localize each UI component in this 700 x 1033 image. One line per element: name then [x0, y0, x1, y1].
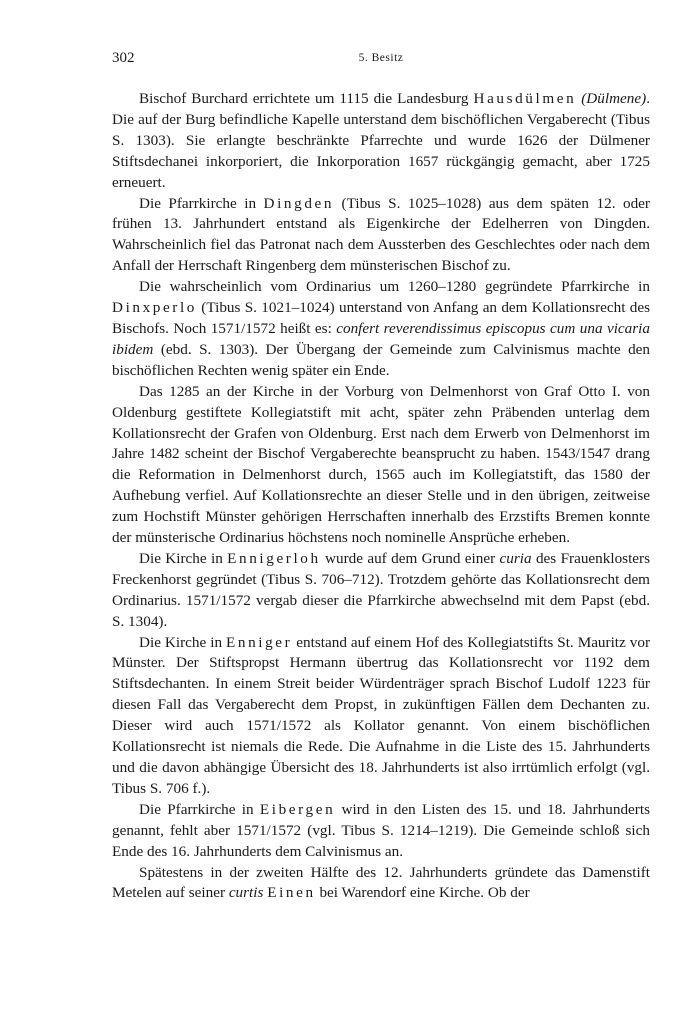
place-name: Eibergen [259, 800, 336, 818]
text-run: bei Warendorf eine Kirche. Ob der [315, 884, 530, 902]
page-number: 302 [112, 50, 135, 66]
text-run: Spätestens in der zweiten Hälfte des 12. Jahrhunderts gründete das Damenstift Metelen auf seiner [112, 863, 650, 902]
paragraph [112, 277, 650, 382]
italic-phrase: (Dülmene) [581, 90, 647, 107]
place-name: Dinxperlo [112, 299, 197, 317]
place-name: Einen [267, 884, 316, 902]
text-run: wird in den Listen des 15. und 18. Jahrhunderts genannt, fehlt aber 1571/1572 (vgl. Tibus S. 1214–1219). Die Gemeinde schloß sich Ende des 16. Jahrhunderts dem Calvinismus an. [112, 800, 650, 860]
running-head: 5. Besitz [358, 52, 404, 64]
text-run: Die Kirche in [139, 633, 227, 651]
place-name: Ennigerloh [227, 549, 321, 567]
text-run: Die Pfarrkirche in [139, 800, 260, 818]
italic-phrase: curtis [228, 884, 264, 902]
paragraph [112, 549, 650, 633]
text-run: wurde auf dem Grund einer [320, 549, 500, 567]
body-text [112, 89, 650, 904]
italic-phrase: confert reverendissimus episcopus cum una vicaria ibidem [112, 319, 650, 358]
paragraph [112, 194, 650, 278]
paragraph [112, 89, 650, 194]
text-run: Das 1285 an der Kirche in der Vorburg von Delmenhorst von Graf Otto I. von Oldenburg gestiftete Kollegiatstift mit acht, später zehn Präbenden unterlag dem Kollationsrecht der Grafen von Oldenburg. Erst nach dem Erwerb von Delmenhorst im Jahre 1482 scheint der Bischof Vergaberechte beansprucht zu haben. 1543/1547 drang die Reformation in Delmenhorst durch, 1565 auch im Kollegiatstift, das 1580 der Aufhebung verfiel. Auf Kollationsrechte an dieser Stelle und in den übrigen, zeitweise zum Hochstift Münster gehörigen Herrschaften innerhalb des Erzstifts Bremen konnte der münsterische Ordinarius höchstens noch nominelle Ansprüche erheben. [112, 382, 650, 547]
text-run: (Tibus S. 1025–1028) aus dem späten 12. oder frühen 13. Jahrhundert entstand als Eigenkirche der Edelherren von Dingden. Wahrscheinlich fiel das Patronat nach dem Aussterben des Geschlechtes oder nach dem Anfall der Herrschaft Ringenberg dem münsterischen Bischof zu. [112, 194, 650, 275]
text-run: Die Kirche in [139, 549, 228, 567]
text-run: entstand auf einem Hof des Kollegiatstifts St. Mauritz vor Münster. Der Stiftspropst Hermann übertrug das Kollationsrecht vor 1192 dem Stiftsdechanten. In einem Streit beider Würdenträger sprach Bischof Ludolf 1223 für diesen Fall das Vergaberecht dem Propst, in zukünftigen Fällen dem Dechanten zu. Dieser wird auch 1571/1572 als Kollator genannt. Von einem bischöflichen Kollationsrecht ist niemals die Rede. Die Aufnahme in die Liste des 15. Jahrhunderts und die davon abhängige Übersicht des 18. Jahrhunderts ist also irrtümlich erfolgt (vgl. Tibus S. 706 f.). [112, 633, 650, 797]
paragraph [112, 800, 650, 863]
text-run: (ebd. S. 1303). Der Übergang der Gemeinde zum Calvinismus machte den bischöflichen Rechten wenig später ein Ende. [112, 340, 650, 379]
paragraph [112, 863, 650, 905]
text-run: (Tibus S. 1021–1024) unterstand von Anfang an dem Kollationsrecht des Bischofs. Noch 1571/1572 heißt es: [112, 299, 650, 337]
text-run: Die wahrscheinlich vom Ordinarius um 1260–1280 gegründete Pfarrkirche in [139, 278, 650, 296]
page-header [112, 50, 650, 74]
text-run: Die Pfarrkirche in [139, 194, 264, 212]
text-run: des Frauenklosters Freckenhorst gegründet (Tibus S. 706–712). Trotzdem gehörte das Kollationsrecht dem Ordinarius. 1571/1572 vergab dieser die Pfarrkirche abwechselnd mit dem Papst (ebd. S. 1304). [112, 549, 650, 630]
paragraph [112, 382, 650, 549]
paragraph [112, 633, 650, 800]
place-name: Dingden [263, 194, 335, 212]
text-run: . Die auf der Burg befindliche Kapelle unterstand dem bischöflichen Vergaberecht (Tibus S. 1303). Sie erlangte beschränkte Pfarrechte und wurde 1626 der Dülmener Stiftsdechanei inkorporiert, die Inkorporation 1657 rückgängig gemacht, aber 1725 erneuert. [112, 90, 650, 191]
place-name: Hausdülmen [473, 90, 577, 107]
text-run: Bischof Burchard errichtete um 1115 die Landesburg [139, 90, 474, 107]
place-name: Enniger [226, 633, 293, 651]
italic-phrase: curia [499, 549, 532, 567]
